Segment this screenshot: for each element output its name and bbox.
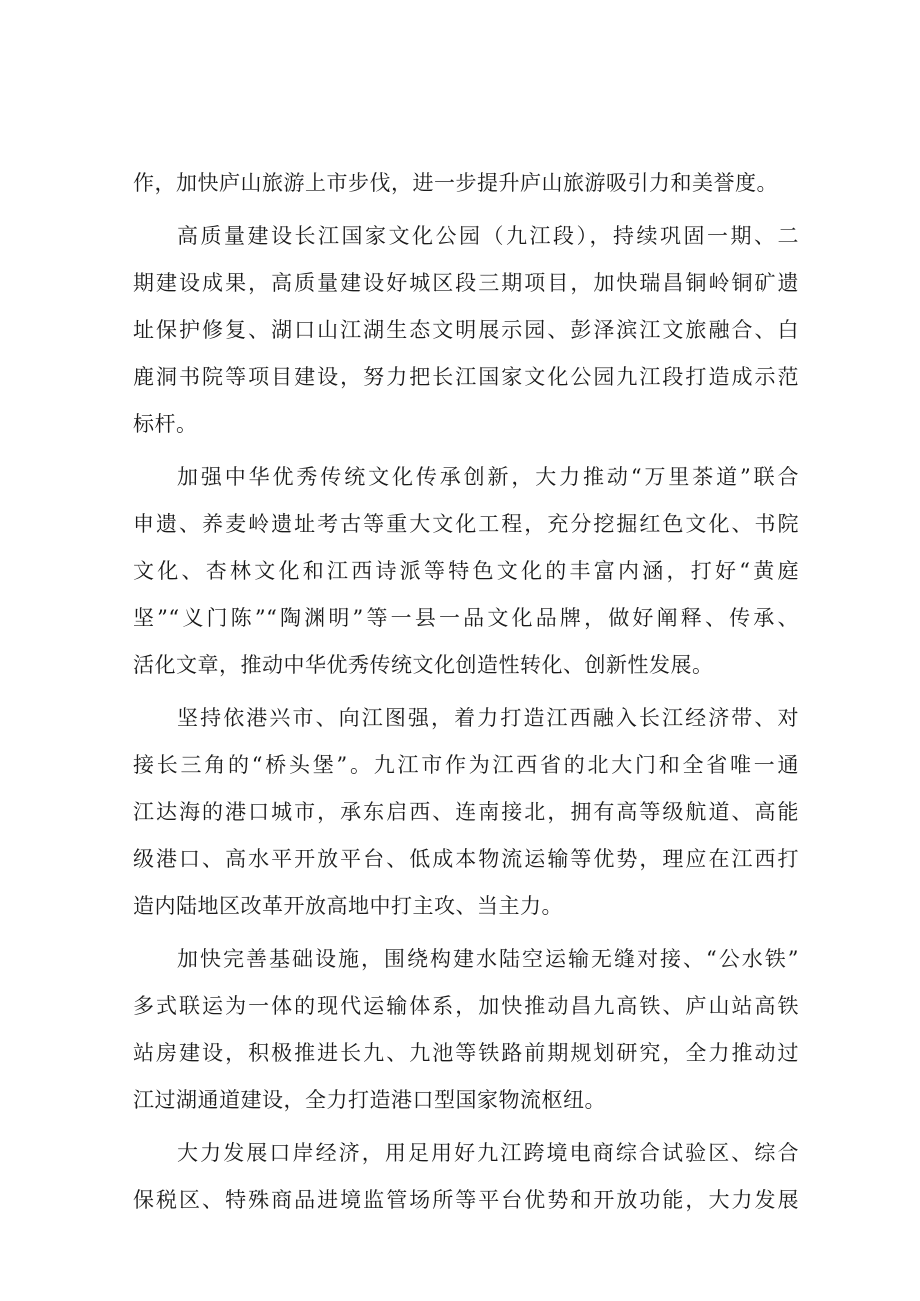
text-line: 文化、杏林文化和江西诗派等特色文化的丰富内涵，打好“黄庭 — [133, 559, 799, 583]
text-line: 标杆。 — [133, 412, 198, 436]
text-line: 作，加快庐山旅游上市步伐，进一步提升庐山旅游吸引力和美誉度。 — [133, 171, 778, 195]
text-line: 造内陆地区改革开放高地中打主攻、当主力。 — [133, 894, 563, 918]
text-line: 坚”“义门陈”“陶渊明”等一县一品文化品牌，做好阐释、传承、 — [133, 606, 799, 630]
text-line: 高质量建设长江国家文化公园（九江段），持续巩固一期、二 — [177, 224, 799, 248]
document-body — [133, 160, 799, 1230]
text-line: 加快完善基础设施，围绕构建水陆空运输无缝对接、“公水铁” — [177, 947, 799, 971]
text-line: 大力发展口岸经济，用足用好九江跨境电商综合试验区、综合 — [177, 1141, 799, 1165]
text-line: 址保护修复、湖口山江湖生态文明展示园、彭泽滨江文旅融合、白 — [133, 318, 799, 342]
text-line: 申遗、养麦岭遗址考古等重大文化工程，充分挖掘红色文化、书院 — [133, 512, 799, 536]
text-line: 加强中华优秀传统文化传承创新，大力推动“万里茶道”联合 — [177, 465, 799, 489]
text-line: 鹿洞书院等项目建设，努力把长江国家文化公园九江段打造成示范 — [133, 365, 799, 389]
text-line: 活化文章，推动中华优秀传统文化创造性转化、创新性发展。 — [133, 653, 714, 677]
paragraph — [133, 213, 799, 448]
text-line: 站房建设，积极推进长九、九池等铁路前期规划研究，全力推动过 — [133, 1041, 799, 1065]
paragraph — [133, 160, 799, 207]
paragraph — [133, 454, 799, 689]
text-line: 接长三角的“桥头堡”。九江市作为江西省的北大门和全省唯一通 — [133, 753, 799, 777]
text-line: 级港口、高水平开放平台、低成本物流运输等优势，理应在江西打 — [133, 847, 799, 871]
text-line: 江过湖通道建设，全力打造港口型国家物流枢纽。 — [133, 1088, 606, 1112]
paragraph — [133, 695, 799, 930]
text-line: 期建设成果，高质量建设好城区段三期项目，加快瑞昌铜岭铜矿遗 — [133, 271, 799, 295]
paragraph — [133, 1130, 799, 1224]
paragraph — [133, 936, 799, 1124]
text-line: 坚持依港兴市、向江图强，着力打造江西融入长江经济带、对 — [177, 706, 799, 730]
text-line: 江达海的港口城市，承东启西、连南接北，拥有高等级航道、高能 — [133, 800, 799, 824]
text-line: 多式联运为一体的现代运输体系，加快推动昌九高铁、庐山站高铁 — [133, 994, 799, 1018]
text-line: 保税区、特殊商品进境监管场所等平台优势和开放功能，大力发展 — [133, 1188, 799, 1212]
